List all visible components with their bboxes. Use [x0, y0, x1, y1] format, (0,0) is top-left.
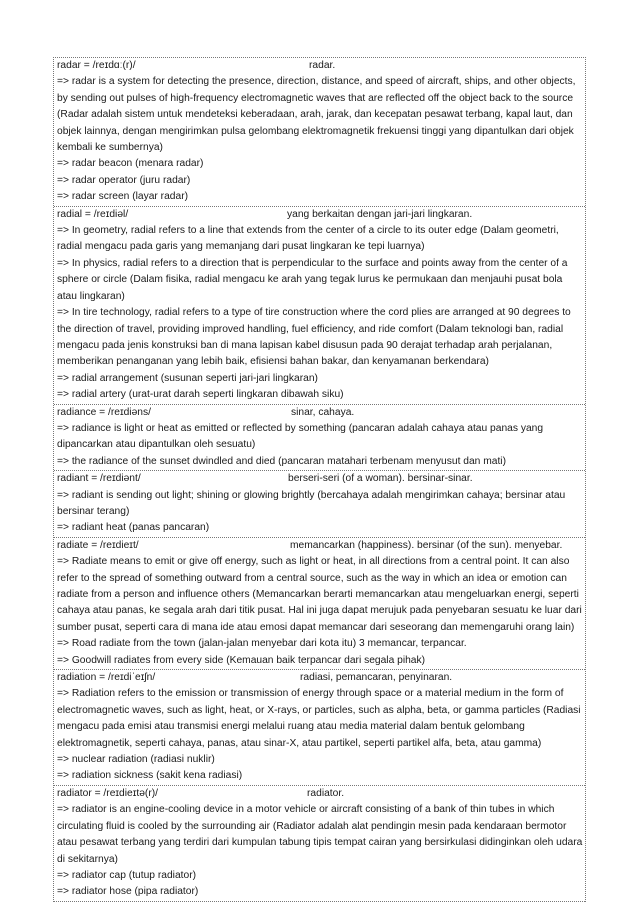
- entry-headline: [57, 207, 584, 223]
- entry-gloss: yang berkaitan dengan jari-jari lingkaran.: [287, 208, 473, 220]
- entry-example: => radial arrangement (susunan seperti jari-jari lingkaran): [57, 372, 318, 384]
- entry-example: => radiation sickness (sakit kena radiasi): [57, 770, 243, 782]
- dictionary-entry: [54, 207, 585, 405]
- entry-example: => radial artery (urat-urat darah seperti lingkaran dibawah siku): [57, 389, 344, 401]
- dictionary-entry: [54, 670, 585, 786]
- entry-term-pronunciation: radiance = /reɪdiəns/: [57, 406, 151, 418]
- entry-definition: => radiance is light or heat as emitted or reflected by something (pancaran adalah cahaya atau panas yang dipancarkan atau dipantulkan oleh sesuatu): [57, 422, 544, 451]
- entry-example: => radiator hose (pipa radiator): [57, 886, 199, 898]
- entry-headline: [57, 471, 584, 487]
- entry-gloss: sinar, cahaya.: [291, 406, 355, 418]
- entry-definition: => radiator is an engine-cooling device in a motor vehicle or aircraft consisting of a bank of thin tubes in which circulating fluid is cooled by the surrounding air (Radiator adalah alat pendingin mesin pada kendaraan bermotor atau pesawat terbang yang terdiri dari kumpulan tabung tipis tempat cairan yang bersirkulasi didinginkan oleh udara di sekitarnya): [57, 804, 583, 865]
- entry-example: => Road radiate from the town (jalan-jalan menyebar dari kota itu) 3 memancar, terpancar.: [57, 638, 467, 650]
- entry-term-pronunciation: radiation = /reɪdiˈeɪʃn/: [57, 672, 156, 684]
- dictionary-entry: [54, 471, 585, 538]
- entry-gloss: radiasi, pemancaran, penyinaran.: [300, 672, 453, 684]
- entry-definition: => Radiate means to emit or give off energy, such as light or heat, in all directions from a central point. It can also refer to the spread of something outward from a central source, such as the way in which an idea or emotion can radiate from a person and influence others (Memancarkan berarti memancarkan atau mengeluarkan energi, seperti cahaya atau panas, ke segala arah dari titik pusat. Hal ini juga dapat merujuk pada penyebaran sesuatu ke luar dari sumber pusat, seperti cara di mana ide atau emosi dapat memancar dari seseorang dan memengaruhi orang lain): [57, 556, 582, 633]
- entry-definition: => Radiation refers to the emission or transmission of energy through space or a material medium in the form of electromagnetic waves, such as light, heat, or X-rays, or particles, such as alpha, beta, or gamma particles (Radiasi mengacu pada emisi atau transmisi energi melalui ruang atau media material dalam bentuk gelombang elektromagnetik, seperti cahaya, panas, atau sinar-X, atau partikel, seperti partikel alfa, beta, atau gamma): [57, 688, 581, 749]
- entry-definition: => radiant is sending out light; shining or glowing brightly (bercahaya adalah mengirimkan cahaya; bersinar atau bersinar terang): [57, 489, 566, 517]
- entry-example: => the radiance of the sunset dwindled and died (pancaran matahari terbenam menyusut dan mati): [57, 455, 506, 467]
- entry-gloss: memancarkan (happiness). bersinar (of the sun). menyebar.: [290, 539, 563, 551]
- entry-headline: [57, 670, 584, 686]
- entry-headline: [57, 58, 584, 74]
- entry-definition: => In geometry, radial refers to a line that extends from the center of a circle to its outer edge (Dalam geometri, radial mengacu pada garis yang memanjang dari pusat lingkaran ke tepi luarnya): [57, 225, 559, 253]
- entry-gloss: berseri-seri (of a woman). bersinar-sinar.: [288, 473, 473, 485]
- entry-definition: => radar is a system for detecting the presence, direction, distance, and speed of aircraft, ships, and other objects, by sending out pulses of high-frequency electromagnetic waves that are reflected off the object back to the source (Radar adalah sistem untuk mendeteksi keberadaan, arah, jarak, dan kecepatan pesawat terbang, kapal laut, dan objek lainnya, dengan mengirimkan pulsa gelombang elektromagnetik frekuensi tinggi yang dipantulkan dari objek kembali ke sumbernya): [57, 76, 576, 154]
- entry-gloss: radiator.: [307, 787, 345, 799]
- entry-example: => radar screen (layar radar): [57, 191, 189, 203]
- dictionary-document: [53, 57, 586, 902]
- entry-term-pronunciation: radial = /reɪdiəl/: [57, 208, 129, 220]
- entry-example: => In tire technology, radial refers to a type of tire construction where the cord plies are arranged at 90 degrees to the direction of travel, providing improved handling, fuel efficiency, and ride comfort (Dalam teknologi ban, radial mengacu pada jenis konstruksi ban di mana lapisan kabel disusun pada 90 derajat terhadap arah perjalanan, memberikan penanganan yang lebih baik, efisiensi bahan bakar, dan kenyamanan berkendara): [57, 307, 571, 368]
- entry-example: => radiator cap (tutup radiator): [57, 869, 197, 881]
- entry-term-pronunciation: radiate = /reɪdieɪt/: [57, 539, 139, 551]
- entry-term-pronunciation: radiant = /reɪdiənt/: [57, 473, 141, 485]
- dictionary-entry: [54, 58, 585, 207]
- entry-headline: [57, 538, 584, 554]
- entry-headline: [57, 786, 584, 802]
- entry-term-pronunciation: radiator = /reɪdieɪtə(r)/: [57, 787, 159, 799]
- dictionary-entry: [54, 786, 585, 902]
- entry-example: => nuclear radiation (radiasi nuklir): [57, 754, 215, 766]
- entry-example: => Goodwill radiates from every side (Kemauan baik terpancar dari segala pihak): [57, 654, 426, 666]
- dictionary-entry: [54, 538, 585, 670]
- entry-example: => In physics, radial refers to a direction that is perpendicular to the surface and points away from the center of a sphere or circle (Dalam fisika, radial mengacu ke arah yang tegak lurus ke permukaan dan menjauhi pusat bola atau lingkaran): [57, 257, 568, 302]
- entry-example: => radar beacon (menara radar): [57, 158, 204, 170]
- entry-term-pronunciation: radar = /reɪdɑː(r)/: [57, 60, 136, 71]
- entry-headline: [57, 405, 584, 421]
- entry-gloss: radar.: [309, 60, 336, 71]
- entry-example: => radar operator (juru radar): [57, 174, 191, 186]
- entry-example: => radiant heat (panas pancaran): [57, 522, 210, 534]
- dictionary-entry: [54, 405, 585, 472]
